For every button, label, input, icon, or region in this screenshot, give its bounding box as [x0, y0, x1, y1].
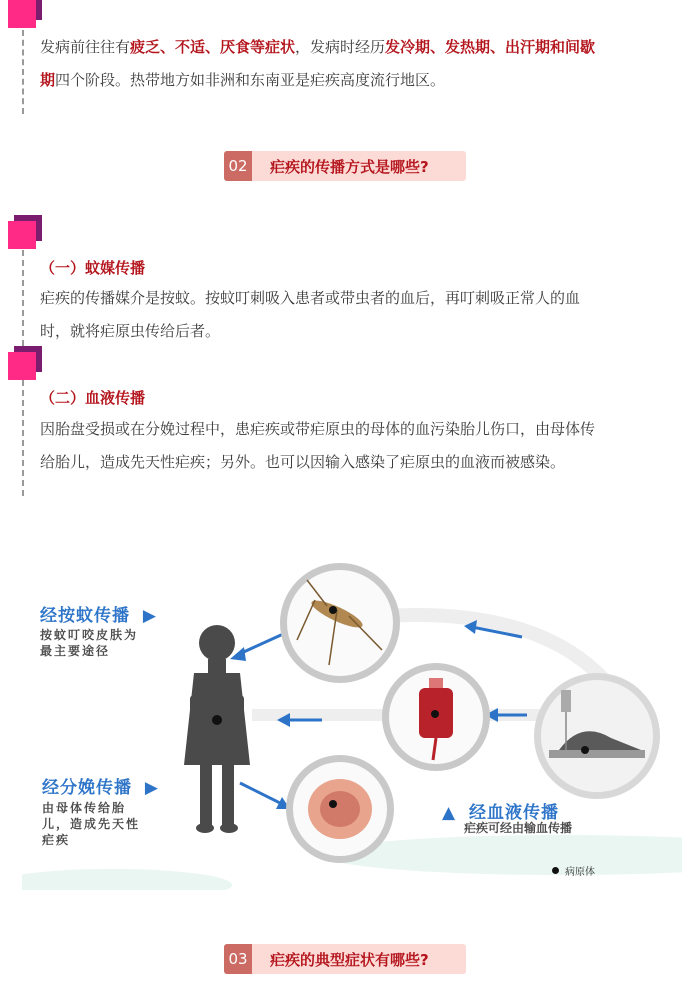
mosquito-image: [280, 563, 400, 683]
section-marker: [8, 0, 42, 28]
section-title: 疟疾的典型症状有哪些?: [270, 950, 429, 969]
blood-bag-image: [382, 663, 490, 771]
legend: 病原体: [552, 863, 595, 878]
patient-image: [534, 673, 660, 799]
route3-label: ▲ 经血液传播: [442, 803, 559, 823]
section-number: 03: [224, 944, 252, 974]
route1-label: 经按蚊传播 ▶: [40, 606, 157, 626]
pathogen-dot-icon: [552, 867, 559, 874]
route2-label: 经分娩传播 ▶: [42, 778, 159, 798]
section-title: 疟疾的传播方式是哪些?: [270, 157, 429, 176]
blood-paragraph: 因胎盘受损或在分娩过程中，患疟疾或带疟原虫的母体的血污染胎儿伤口，由母体传 给胎儿，造成先天性疟疾；另外。也可以因输入感染了疟原虫的血液而被感染。: [40, 420, 596, 471]
section-marker: [8, 215, 42, 249]
section-number: 02: [224, 151, 252, 181]
route2-desc: 由母体传给胎 儿，造成先天性 疟疾: [42, 801, 141, 847]
mosquito-paragraph: 疟疾的传播媒介是按蚊。按蚊叮刺吸入患者或带虫者的血后，再叮刺吸正常人的血 时，就将疟原虫传给后者。: [40, 289, 581, 340]
fetus-image: [286, 755, 394, 863]
intro-paragraph: 发病前往往有疲乏、不适、厌食等症状，发病时经历发冷期、发热期、出汗期和间歇 期四个阶段。热带地方如非洲和东南亚是疟疾高度流行地区。: [40, 38, 596, 89]
dashed-divider: [22, 30, 24, 114]
route3-desc: 疟疾可经由输血传播: [464, 821, 573, 835]
transmission-illustration: [22, 555, 682, 890]
blood-heading: （二）血液传播: [40, 389, 146, 407]
section-banner-02: [224, 151, 466, 181]
mosquito-heading: （一）蚊媒传播: [40, 259, 146, 277]
section-banner-03: [224, 944, 466, 974]
section-marker: [8, 346, 42, 380]
route1-desc: 按蚊叮咬皮肤为 最主要途径: [40, 628, 139, 658]
